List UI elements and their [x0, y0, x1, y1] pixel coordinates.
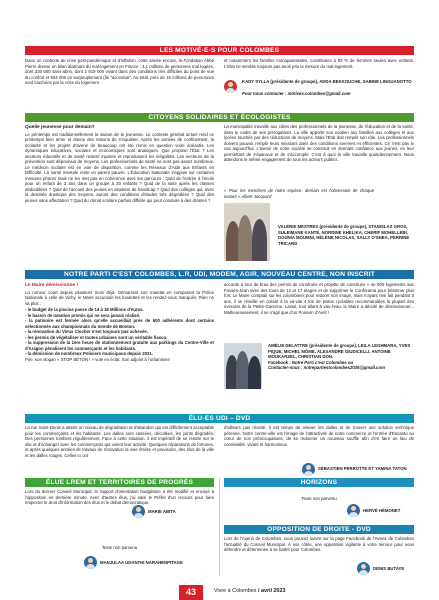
solidaires-text-left: Quelle jeunesse pour demain? Le printemps est traditionnellement la saison de la jeunesse. Le contexte général actuel rend ce printemps bien amer et donne des raisons de s'inquiéter. Après les années de confinement, la scolarité et les projets d'avenir de beaucoup ont été remis en question voire anéantis. Les dynamiques éducatives, sociales et économiques sont analogues. Que propose l'État ? Les secteurs éducatifs et de santé restent injustes et reproduisent les inégalités. Les secteurs de la prévention sont dépourvus de moyens. Les professionnels de santé ne sont pas assez nombreux. Le médecin scolaire est en voie de disparition, comme les Réseaux d'Aide aux Enfants en Difficulté. La santé mentale reste un parent pauvre. L'Éducation Nationale s'appuie sur certaines mesures phares mais ne les met pas en cohérence avec les parcours : Quid de l'entrée à l'école pour un enfant de 3 ans dans un groupe à 30 enfants ? Quid de la suite après les classes dédoublées ? Quid de l'accueil des jeunes en situation de handicap ? Quid des collèges qui, avec la destinée drastique des moyens, auront des conditions d'études très dégradées ? Quid des jeunes sans affectation ? Quid du climat scolaire parfois difficile qui peut conduire à des drames ?: [25, 125, 214, 203]
motives-signature: KADY SYLLA (présidente de groupe), ADDA BEKKOUCHE, SABINE LINGUANOTTO: [242, 79, 412, 84]
list-item: - le budget de la piscine passe de 14 à 18 Millions d'euros.: [25, 307, 144, 312]
column-divider: [219, 478, 220, 576]
lrem-signature: MARIE ABITA: [148, 509, 176, 514]
solidaires-heading: Quelle jeunesse pour demain?: [25, 125, 95, 130]
footer-issue: avril 2023: [260, 588, 286, 594]
footer-magazine-name: Vivre à Colombes: [214, 588, 257, 594]
list-item: - la rénovation du Vieux Clocher n'est toujours pas achevée.: [25, 329, 148, 334]
notreparti-bullet-list: [25, 307, 214, 357]
notreparti-contact: Contacter-nous : notrepartiestcolombes2026@gmail.com: [268, 365, 385, 371]
lrem-text: Lors du dernier Conseil Municipal, le rapport d'orientation budgétaire a été modifié et envoyé à l'opposition en dernière minute. Avec d'autres élus, j'ai saisi le Préfet d'un recours pour faire respecter le droit d'information des élus et le débat démocratique.: [25, 489, 214, 505]
solidaires-signature: VALÉRIE MESTRES (présidente de groupe), STANISLAS GROS, SULEIMANE KANTÉ, NORDINE KHELIKA, CHERIF MOHELLEBI, DOUNIA MOUMNI, HÉLÈNE NICOLAS, SALLY O'SHEA, PERRINE TRICARD: [278, 224, 410, 246]
list-item: - la suppression de la 1ère heure de stationnement gratuite aux parkings du Centre-Ville et d'Aragon pénalisent les commerçants et les habitants.: [25, 340, 214, 351]
section-title-opposition: OPPOSITION DE DROITE - DVD: [224, 525, 414, 534]
solidaires-text-right: La municipalité travaille aux côtés des professionnels de la jeunesse, de l'éducation et de la santé, dans le cadre de ses prérogatives. La ville apporte son soutien aux familles aux collèges et aux lycées touchés par des réductions de moyens. Mais l'État doit remplir son rôle. Les professionnels doivent pouvoir remplir leurs missions dans des conditions sereines et efficientes. Ce n'est pas le cas aujourd'hui. L'avenir de notre société se construit en donnant confiance aux jeunes, en leur permettant de s'épanouir et de s'accomplir. C'est à quoi la ville travaille quotidiennement. Nous attendons le même engagement de tous les acteurs publics.: [224, 124, 414, 162]
motives-avatar: [224, 80, 237, 93]
section-title-horizons: HORIZONS: [224, 478, 414, 487]
motives-text-right: et notamment les familles monoparentales, constituées à 83 % de femmes seules avec enfants. L'État ne semble toujours pas avoir pris la mesure du mal-logement.: [224, 58, 414, 69]
lrem-avatar: [132, 505, 145, 518]
horizons-text: Texte non parvenu: [301, 496, 337, 501]
section-title-udi: ÉLU-ES UDI – DVD: [25, 414, 414, 423]
list-item: - la démission de nombreux Policiers municipaux depuis 2021.: [25, 351, 153, 356]
section-title-lrem: ÉLUE LREM ET TERRITOIRES DE PROGRÈS: [25, 478, 214, 487]
extra-text: Texte non parvenu: [101, 545, 138, 550]
motives-text-left: Dans un contexte de crise post-pandémique et d'inflation, cette année encore, la Fondation Abbé Pierre dresse un bilan alarmant du mal-logement en France : 4,1 millions de personnes mal logées, dont 330 000 sans-abris, dont 2 819 000 vivant dans des conditions très difficiles du point de vue du confort et 934 000 en surpeuplement (lié "accentué". Au total, près de 15 millions de personnes sont touchées par la crise du logement: [25, 58, 214, 85]
motives-contact: [242, 91, 414, 97]
notreparti-facebook: Facebook : Notre Parti c'est Colombes ou: [268, 359, 354, 365]
opposition-signature: DENIS BUTAYE: [373, 566, 405, 571]
notreparti-signature-block: [226, 343, 414, 409]
solidaires-group-photo: [224, 203, 270, 261]
notreparti-text-left: Le Maire démissionne ! La rumeur court depuis plusieurs mois déjà. Démarrant son mandat en comparant la Police Nationale à celle de Vichy, le Maire accumule les boulettes et les rendez-vous manqués. Rien ne va plus : - le budget de la piscine passe de 14 à 18 Millions d'euros. - le bassin de natation promis qui ne sera jamais réalisé. - la patinoire est fermée alors qu'elle accueillait près de 600 adhérents dont certains sélectionnés aux championnats du monde de Boston. - la rénovation du Vieux Clocher n'est toujours pas achevée. - les permis de végétaliser et toutes urbaines sont un véritable fiasco. - la suppression de la 1ère heure de stationnement gratuite aux parkings du Centre-Ville et d'Aragon pénalisent les commerçants et les habitants. - la démission de nombreux Policiers municipaux depuis 2021. Pire, son slogan « STOP BÉTON ! » vole en éclat. Son adjoint à l'urbanisme: [25, 283, 214, 362]
list-item: - les permis de végétaliser et toutes urbaines sont un véritable fiasco.: [25, 334, 168, 340]
list-item: - le bassin de natation promis qui ne sera jamais réalisé.: [25, 312, 141, 318]
footer-magazine: Vivre à Colombes / avril 2023: [214, 588, 286, 594]
opposition-text: Lors de l'Avenir de Colombes, vous pouvez suivre sur la page Facebook de l'Avenir de Colombes l'actualité du Conseil Municipal. À vos côtés, une opposition vigilante à votre service pour vous défendre et déterminée à se battre pour Colombes.: [224, 536, 414, 552]
section-title-notreparti: NOTRE PARTI C'EST COLOMBES, L.R, UDI, MODEM, AGIR, NOUVEAU CENTRE, NON INSCRIT: [25, 270, 414, 279]
horizons-signature: HERVÉ HÉMONET: [363, 508, 401, 513]
notreparti-heading: Le Maire démissionne !: [25, 283, 79, 288]
extra-avatar: [84, 556, 97, 569]
section-title-solidaires: CITOYENS SOLIDAIRES ET ÉCOLOGISTES: [25, 113, 414, 122]
udi-text-right: d'ailleurs pas résisté. Il est temps de relever les dalles et de trouver une solution technique pérenne. Notre centre-ville est l'image de l'attractivité de notre commerce et l'entrée d'Encanto au cœur de nos préoccupations, de lui redonner un nouveau souffle afin d'en faire un lieu de convivialité, vivant et harmonieux.: [224, 425, 414, 447]
page-number: 43: [179, 585, 203, 600]
udi-signature: SÉBASTIEN PERROTTE ET YAMINA TATON: [318, 466, 407, 471]
opposition-avatar: [357, 562, 370, 575]
motives-contact-text: Pour nous contacter : motives.colombes@gmail.com: [242, 91, 351, 96]
solidaires-quote: « Pour les membres de notre espèce, demain est l'obsession de chaque instant » Albert Jacquard: [224, 188, 374, 199]
list-item: - la patinoire est fermée alors qu'elle accueillait près de 600 adhérents dont certains sélectionnés aux championnats du monde de Boston.: [25, 318, 214, 329]
notreparti-text-right: accorde à tour de bras des permis de construire et projette de construire « 4e 900 logements aux Fossés-Jean avec des tours de 12 et 17 étages et de supprimer le Conforama pour bétonner plus fort. Le Maire comptait sur les colombiens pour redorer son image, mais n'ayant rien fait pendant 3 ans, il se réveille en créant à la va-vite 4 km de pistes cyclables recommandées la plupart des riverains de la Petite-Garenne. Lassé, tout allant à vau-l'eau, le Maire a décidé de démissionner... Malheureusement, il ne s'agit que d'un Poisson d'Avril !: [224, 282, 414, 315]
section-title-motives: LES MOTIVÉ-E-S POUR COLOMBES: [25, 46, 414, 55]
udi-avatar: [302, 463, 315, 476]
extra-signature: MANJULAA UDANTHI NARAHENPITAGE: [100, 560, 183, 565]
notreparti-signature: AMÉLIE DELATTRE (présidente de groupe), LEILA LEGHMARA, YVES PIQUE, MICHEL MÔME, ALEXANDRE GIUDICELLI, ANTOINE MOUKARZEL, CHRISTIAN DON.: [268, 343, 411, 360]
udi-text-left: La rue Saint-Denis a atteint un niveau de dégradation et d'abandon qui est difficilement acceptable pour les commerçants et les habitants. Les dalles sont cassées, décollées, les joints dégradés. Des personnes tombent régulièrement. Face à cette situation, il est impératif de se rendre sur le site et d'échanger avec les commerçants qui voient leur activité. Quelques réparations de fortunes, et après quelques années de travaux de rénovation la voie étroite et provisoire, des élus de la ville et les dalles rouges. Celles-ci ont: [25, 425, 214, 458]
horizons-avatar: [347, 504, 360, 517]
